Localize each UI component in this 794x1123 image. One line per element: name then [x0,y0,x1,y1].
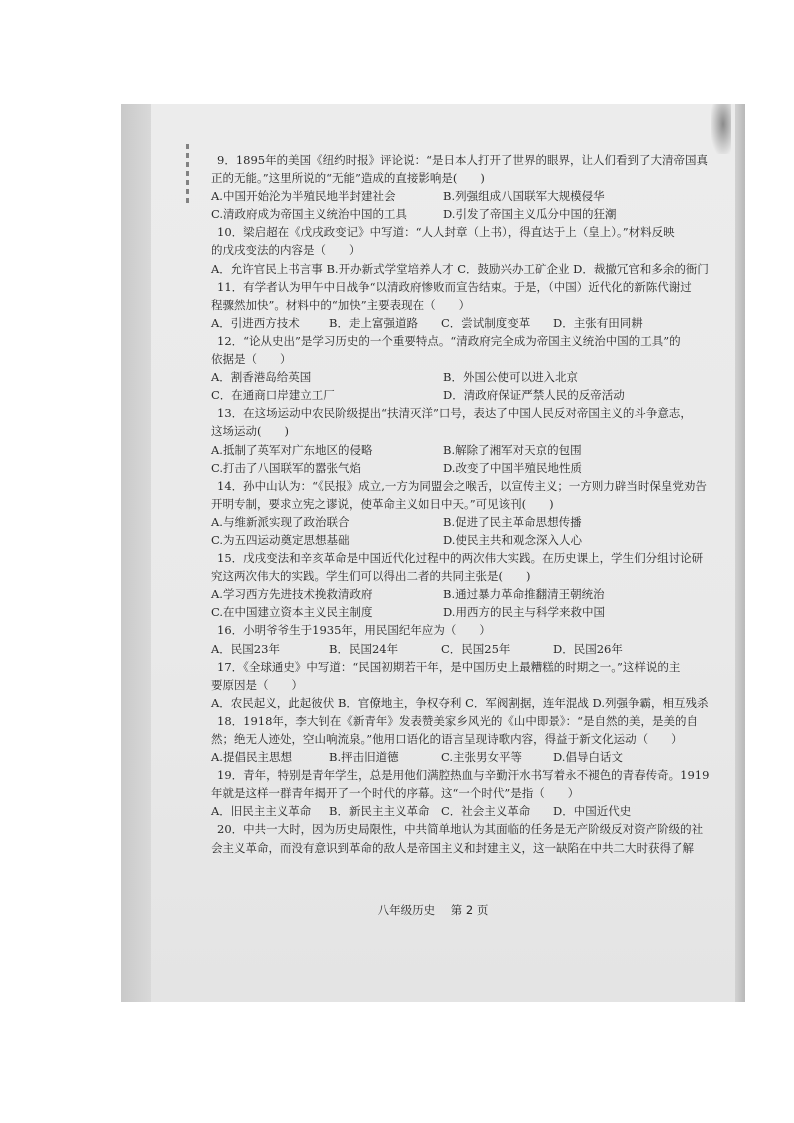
option-row [211,205,745,223]
option: A．引进西方技术 [211,315,300,330]
option-row [211,640,745,658]
question-19 [211,766,745,820]
option: A.提倡民主思想 [211,750,292,765]
option: D.用西方的民主与科学来救中国 [443,605,605,620]
option: C.清政府成为帝国主义统治中国的工具 [211,207,408,222]
option: C.打击了八国联军的嚣张气焰 [211,460,362,475]
photo-frame [121,104,745,1002]
question-line: 究这两次伟大的实践。学生们可以得出二者的共同主张是( ) [211,569,531,584]
option-row [211,368,745,386]
question-17 [211,658,745,712]
question-line: 15．戊戌变法和辛亥革命是中国近代化过程中的两次伟大实践。在历史课上，学生们分组讨论研 [217,551,704,566]
question-20 [211,820,745,856]
option-row [211,585,745,603]
option: D.引发了帝国主义瓜分中国的狂潮 [443,207,617,222]
option: B．外国公使可以进入北京 [443,370,578,385]
option: B.抨击旧道德 [329,750,399,765]
option-row [211,386,745,404]
page-footer [121,902,745,918]
option: A.中国开始沦为半殖民地半封建社会 [211,189,396,204]
option: A．旧民主主义革命 [211,804,312,819]
option: A．割香港岛给英国 [211,370,312,385]
option: A.抵制了英军对广东地区的侵略 [211,442,373,457]
option: B.促进了民主革命思想传播 [443,514,582,529]
question-13 [211,404,745,476]
option: B．新民主主义革命 [329,804,430,819]
question-line: 依据是（ ） [211,352,292,367]
option-row: A．允许官民上书言事 B.开办新式学堂培养人才 C．鼓励兴办工矿企业 D．裁撤冗官和多余的衙门 [211,261,709,276]
edge-scratch [186,144,189,204]
option: B．走上富强道路 [329,315,418,330]
option: C．民国25年 [441,641,511,656]
option-row [211,513,745,531]
option: C.在中国建立资本主义民主制度 [211,605,373,620]
question-line: 会主义革命，而没有意识到革命的敌人是帝国主义和封建主义，这一缺陷在中共二大时获得了解 [211,840,694,855]
option: A．民国23年 [211,641,280,656]
option: C．尝试制度变革 [441,315,531,330]
option: D.使民主共和观念深入人心 [443,532,582,547]
option-row [211,531,745,549]
question-16 [211,621,745,657]
question-line: 12．“论从史出”是学习历史的一个重要特点。“清政府完全成为帝国主义统治中国的工具”的 [217,333,681,348]
question-line: 要原因是（ ） [211,677,303,692]
option: D．中国近代史 [553,804,632,819]
option: D.倡导白话文 [553,750,623,765]
question-18 [211,712,745,766]
option: B.通过暴力革命推翻清王朝统治 [443,587,605,602]
option: D．民国26年 [553,641,623,656]
question-line: 年就是这样一群青年揭开了一个时代的序幕。这“一个时代”是指（ ） [211,786,580,801]
paper-sheet [151,104,741,1002]
option: D.改变了中国半殖民地性质 [443,460,582,475]
question-line: 开明专制，要求立宪之谬说，使革命主义如日中天。”可见该刊( ) [211,496,554,511]
option-row [211,459,745,477]
option-row [211,441,745,459]
option: A.与维新派实现了政治联合 [211,514,350,529]
question-line: 16．小明爷爷生于1935年，用民国纪年应为（ ） [217,623,491,638]
question-12 [211,332,745,404]
question-list [211,151,745,857]
option: D．清政府保证严禁人民的反帝活动 [443,388,625,403]
question-line: 18．1918年，李大钊在《新青年》发表赞美家乡风光的《山中即景》：“是自然的美，是美的自 [217,713,699,728]
question-9 [211,151,745,223]
question-line: 然；绝无人迹处，空山响流泉。”他用口语化的语言呈现诗歌内容，得益于新文化运动（ ） [211,732,683,746]
option: D．主张有田同耕 [553,315,643,330]
question-line: 10．梁启超在《戊戌政变记》中写道：“人人封章（上书），得直达于上（皇上）。”材料反映 [217,225,675,240]
option-row [211,314,745,332]
question-line: 19．青年，特别是青年学生，总是用他们满腔热血与辛勤汗水书写着永不褪色的青春传奇。1919 [217,768,710,783]
question-line: 9．1895年的美国《纽约时报》评论说：“是日本人打开了世界的眼界，让人们看到了大清帝国真 [217,153,708,167]
question-line: 程骤然加快”。材料中的“加快”主要表现在（ ） [211,297,471,312]
option: C．在通商口岸建立工厂 [211,388,335,403]
option: A.学习西方先进技术挽救清政府 [211,587,373,602]
option-row [211,748,745,766]
option-row [211,603,745,621]
question-line: 正的无能。”这里所说的“无能”造成的直接影响是( ) [211,171,485,186]
question-line: 14．孙中山认为：“《民报》成立,一方为同盟会之喉舌，以宣传主义；一方则力辟当时保皇党劝告 [217,478,707,493]
question-line: 17．《全球通史》中写道：“民国初期若干年，是中国历史上最糟糕的时期之一。”这样说的主 [217,659,681,674]
question-15 [211,549,745,621]
question-10 [211,223,745,277]
option-row [211,802,745,820]
question-line: 这场运动( ) [211,424,289,439]
option: C．社会主义革命 [441,804,531,819]
option: B.解除了湘军对天京的包围 [443,442,582,457]
question-11 [211,278,745,332]
question-line: 13．在这场运动中农民阶级提出“扶清灭洋”口号，表达了中国人民反对帝国主义的斗争意志， [217,406,692,421]
footer-subject: 八年级历史 [377,903,436,917]
question-line: 的戊戌变法的内容是（ ） [211,243,361,258]
question-line: 11．有学者认为甲午中日战争“以清政府惨败而宣告结束。于是，（中国）近代化的新陈代谢过 [217,279,692,294]
option: C.为五四运动奠定思想基础 [211,532,350,547]
question-14 [211,477,745,549]
option-row [211,187,745,205]
option: B．民国24年 [329,641,399,656]
question-line: 20．中共一大时，因为历史局限性，中共简单地认为其面临的任务是无产阶级反对资产阶级的社 [217,822,704,837]
option-row: A．农民起义，此起彼伏 B．官僚地主，争权夺利 C．军阀割据，连年混战 D.列强争霸，相互残杀 [211,695,709,710]
footer-page: 第 2 页 [450,903,489,917]
paper-edge [735,104,745,1002]
option: C.主张男女平等 [441,750,523,765]
option: B.列强组成八国联军大规模侵华 [443,189,605,204]
corner-smudge [711,104,731,154]
